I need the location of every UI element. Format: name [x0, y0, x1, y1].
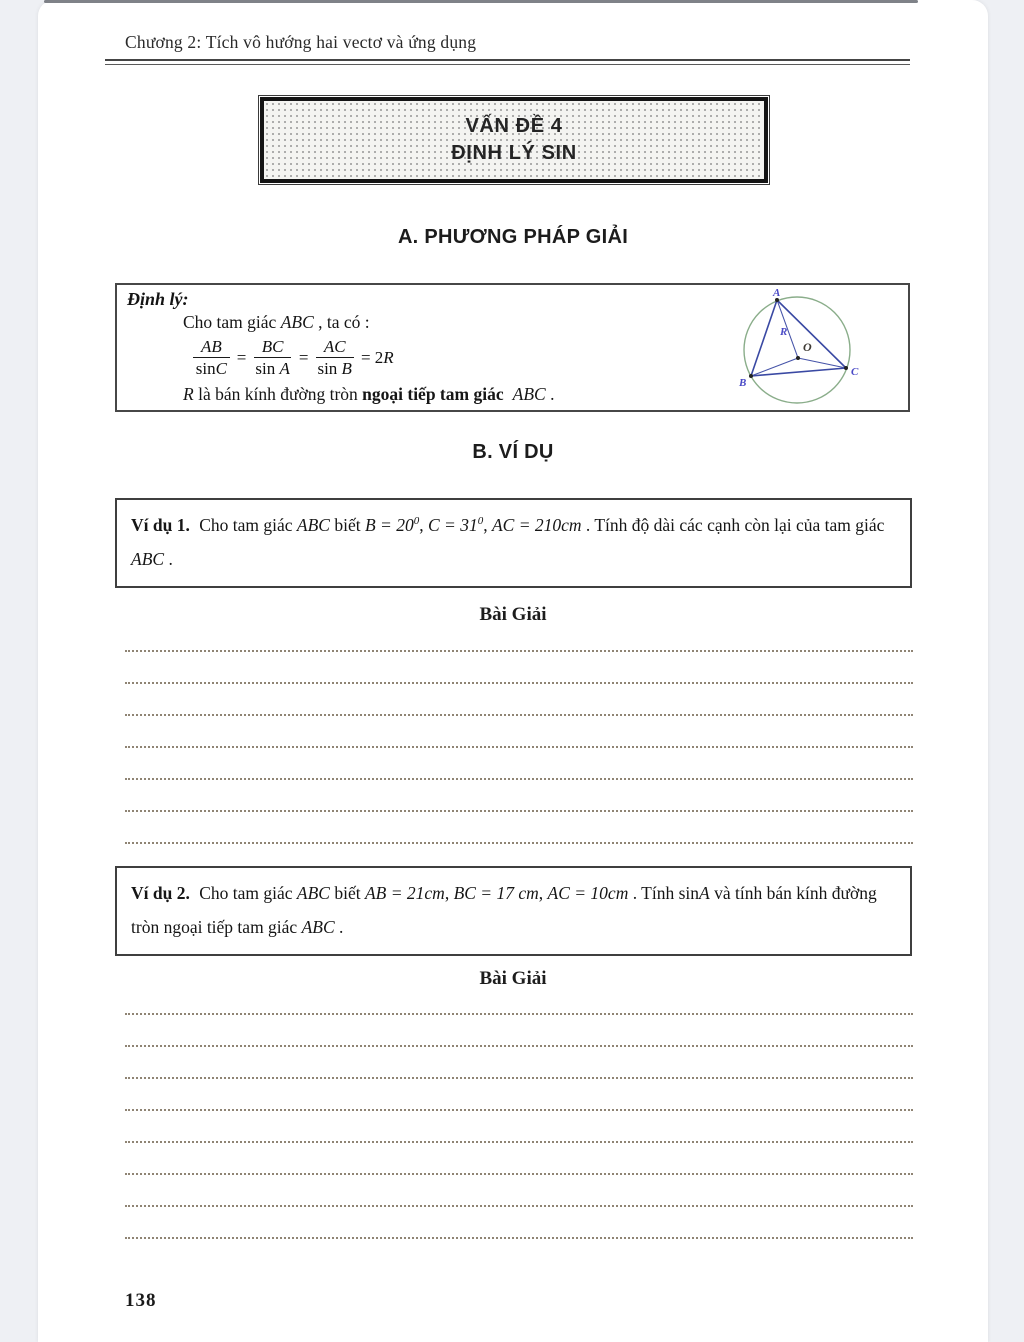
text-segment: . [164, 549, 173, 569]
dotted-writing-line [125, 1047, 913, 1079]
dotted-writing-line [125, 748, 913, 780]
fraction-ab-sinc [193, 337, 230, 378]
text-segment: ABC [131, 549, 165, 569]
dotted-writing-line [125, 780, 913, 812]
theorem-intro [183, 312, 370, 333]
text-segment: AC = 10cm [547, 883, 629, 903]
dotted-writing-line [125, 812, 913, 844]
theorem-box [115, 283, 910, 412]
text-segment: ABC [296, 515, 330, 535]
angle-var: A [279, 359, 290, 379]
problem-title-line2: ĐỊNH LÝ SIN [451, 142, 577, 164]
sin-text: sin [255, 359, 280, 379]
equals-sign: = [236, 347, 247, 367]
text-segment: R [183, 384, 194, 404]
dotted-writing-line [125, 1111, 913, 1143]
text-segment: Cho tam giác [183, 312, 281, 332]
fraction-bc-sina [253, 337, 291, 378]
problem-title-box-inner [260, 97, 768, 183]
fraction-denominator [194, 358, 229, 378]
text-segment: biết [329, 883, 365, 903]
text-segment: ABC [280, 312, 314, 332]
text-segment: . Tính độ dài các cạnh còn lại của tam giác [581, 515, 885, 535]
text-segment: , [483, 515, 492, 535]
text-segment: . [334, 917, 344, 937]
text-segment: , [419, 515, 428, 535]
answer-lines-1 [125, 620, 913, 844]
text-segment: Cho tam giác [194, 883, 297, 903]
text-segment: là bán kính đường tròn [193, 384, 363, 404]
sin-text: sin [317, 359, 342, 379]
center-o-dot [796, 356, 800, 360]
fraction-numerator: BC [254, 337, 292, 358]
text-segment: ngoại tiếp tam giác [362, 384, 504, 404]
dotted-writing-line [125, 983, 913, 1015]
text-segment: 0 [477, 515, 484, 528]
radius-var: R [383, 347, 394, 367]
circumscribed-circle-diagram [737, 287, 867, 411]
example-1-box [115, 498, 912, 588]
text-segment: , ta có : [313, 312, 370, 332]
text-segment: B = 20 [364, 515, 414, 535]
dotted-writing-line [125, 1207, 913, 1239]
text-segment: AB = 21cm [364, 883, 445, 903]
text-segment: Cho tam giác [194, 515, 297, 535]
text-segment: , [538, 883, 548, 903]
text-segment: ABC [296, 883, 330, 903]
book-page [38, 0, 988, 1342]
text-segment: , [444, 883, 454, 903]
text-segment: AC = 210cm [491, 515, 582, 535]
label-o: O [803, 340, 812, 354]
law-of-sines-formula [181, 337, 394, 378]
dotted-writing-line [125, 1175, 913, 1207]
text-segment: 0 [413, 515, 420, 528]
angle-var: C [215, 359, 227, 379]
problem-title-box [258, 95, 770, 185]
theorem-label: Định lý: [127, 289, 189, 309]
sin-text: sin [195, 359, 216, 379]
dotted-writing-line [125, 1015, 913, 1047]
fraction-numerator: AB [193, 337, 230, 358]
page-top-edge [44, 0, 918, 3]
answer-lines-2 [125, 983, 913, 1239]
vertex-b-dot [749, 374, 753, 378]
solution-heading-1: Bài Giải [479, 604, 547, 625]
text-segment: Ví dụ 2. [131, 883, 190, 903]
label-b: B [739, 377, 747, 389]
text-segment: C = 31 [427, 515, 478, 535]
header-rule [105, 59, 910, 65]
text-segment: Ví dụ 1. [131, 515, 190, 535]
fraction-numerator: AC [316, 337, 354, 358]
fraction-ac-sinb [315, 337, 353, 378]
text-segment: biết [329, 515, 365, 535]
text-segment: ABC [301, 917, 335, 937]
fraction-denominator [253, 358, 291, 378]
fraction-denominator [315, 358, 353, 378]
text-segment: A [699, 883, 710, 903]
vertex-c-dot [844, 366, 848, 370]
dotted-writing-line [125, 684, 913, 716]
theorem-note [183, 384, 554, 405]
text-segment: . [545, 384, 555, 404]
chapter-header: Chương 2: Tích vô hướng hai vectơ và ứng dụng [125, 32, 477, 52]
text-segment: . Tính sin [628, 883, 700, 903]
dotted-writing-line [125, 1143, 913, 1175]
formula-rhs [361, 348, 394, 368]
label-r: R [780, 326, 788, 338]
label-a: A [773, 287, 781, 299]
equals-sign: = [298, 347, 309, 367]
section-a-heading: A. PHƯƠNG PHÁP GIẢI [397, 226, 629, 248]
label-c: C [851, 366, 859, 378]
solution-heading-2: Bài Giải [479, 968, 547, 989]
radius-oc [798, 358, 846, 368]
section-b-heading: B. VÍ DỤ [472, 441, 554, 463]
text-segment: BC = 17 cm [453, 883, 539, 903]
dotted-writing-line [125, 620, 913, 652]
problem-title-line1: VẤN ĐỀ 4 [465, 115, 563, 137]
text-segment: và tính bán kính đường tròn ngoại tiếp tam giác [131, 883, 877, 937]
text-segment: ABC [508, 384, 546, 404]
example-2-box [115, 866, 912, 956]
angle-var: B [341, 359, 352, 379]
rhs-prefix: = 2 [360, 347, 384, 367]
dotted-writing-line [125, 716, 913, 748]
dotted-writing-line [125, 652, 913, 684]
dotted-writing-line [125, 1079, 913, 1111]
page-number: 138 [125, 1290, 157, 1311]
